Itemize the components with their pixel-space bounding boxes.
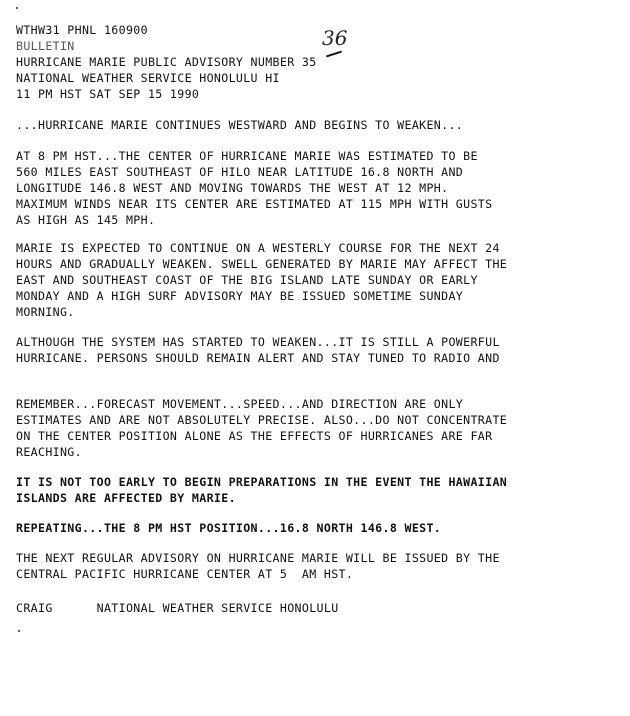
header-line-5: 11 PM HST SAT SEP 15 1990 (16, 87, 200, 101)
repeating-position: REPEATING...THE 8 PM HST POSITION...16.8 NORTH 146.8 WEST. (16, 521, 442, 535)
para7-line1: THE NEXT REGULAR ADVISORY ON HURRICANE MARIE WILL BE ISSUED BY THE (16, 551, 500, 565)
para5-line1: IT IS NOT TOO EARLY TO BEGIN PREPARATIONS IN THE EVENT THE HAWAIIAN (16, 475, 508, 489)
para1-line2: 560 MILES EAST SOUTHEAST OF HILO NEAR LATITUDE 16.8 NORTH AND (16, 165, 464, 179)
header-line-4: NATIONAL WEATHER SERVICE HONOLULU HI (16, 71, 280, 85)
header-line-3: HURRICANE MARIE PUBLIC ADVISORY NUMBER 35 (16, 55, 317, 69)
para1-line3: LONGITUDE 146.8 WEST AND MOVING TOWARDS THE WEST AT 12 MPH. (16, 181, 449, 195)
para2-line4: MONDAY AND A HIGH SURF ADVISORY MAY BE ISSUED SOMETIME SUNDAY (16, 289, 464, 303)
para1-line1: AT 8 PM HST...THE CENTER OF HURRICANE MARIE WAS ESTIMATED TO BE (16, 149, 478, 163)
para1-line4: MAXIMUM WINDS NEAR ITS CENTER ARE ESTIMATED AT 115 MPH WITH GUSTS (16, 197, 493, 211)
para5-line2: ISLANDS ARE AFFECTED BY MARIE. (16, 491, 236, 505)
para7-line2: CENTRAL PACIFIC HURRICANE CENTER AT 5 AM HST. (16, 567, 354, 581)
para2-line1: MARIE IS EXPECTED TO CONTINUE ON A WESTERLY COURSE FOR THE NEXT 24 (16, 241, 500, 255)
speck-mark-bottom (18, 630, 20, 632)
para2-line5: MORNING. (16, 305, 75, 319)
signoff: CRAIG NATIONAL WEATHER SERVICE HONOLULU (16, 601, 339, 615)
para3-line1: ALTHOUGH THE SYSTEM HAS STARTED TO WEAKEN...IT IS STILL A POWERFUL (16, 335, 500, 349)
header-line-2: BULLETIN (16, 39, 75, 53)
para4-line2: ESTIMATES AND ARE NOT ABSOLUTELY PRECISE. ALSO...DO NOT CONCENTRATE (16, 413, 508, 427)
para2-line3: EAST AND SOUTHEAST COAST OF THE BIG ISLAND LATE SUNDAY OR EARLY (16, 273, 478, 287)
strikethrough-mark (326, 51, 342, 58)
para2-line2: HOURS AND GRADUALLY WEAKEN. SWELL GENERATED BY MARIE MAY AFFECT THE (16, 257, 508, 271)
handwritten-number: 36 (322, 26, 348, 50)
para4-line3: ON THE CENTER POSITION ALONE AS THE EFFECTS OF HURRICANES ARE FAR (16, 429, 493, 443)
para3-line2: HURRICANE. PERSONS SHOULD REMAIN ALERT AND STAY TUNED TO RADIO AND (16, 351, 500, 365)
para4-line1: REMEMBER...FORECAST MOVEMENT...SPEED...AND DIRECTION ARE ONLY (16, 397, 464, 411)
para1-line5: AS HIGH AS 145 MPH. (16, 213, 156, 227)
header-line-1: WTHW31 PHNL 160900 (16, 23, 148, 37)
para4-line4: REACHING. (16, 445, 82, 459)
speck-mark (16, 7, 18, 9)
headline: ...HURRICANE MARIE CONTINUES WESTWARD AND BEGINS TO WEAKEN... (16, 118, 464, 132)
